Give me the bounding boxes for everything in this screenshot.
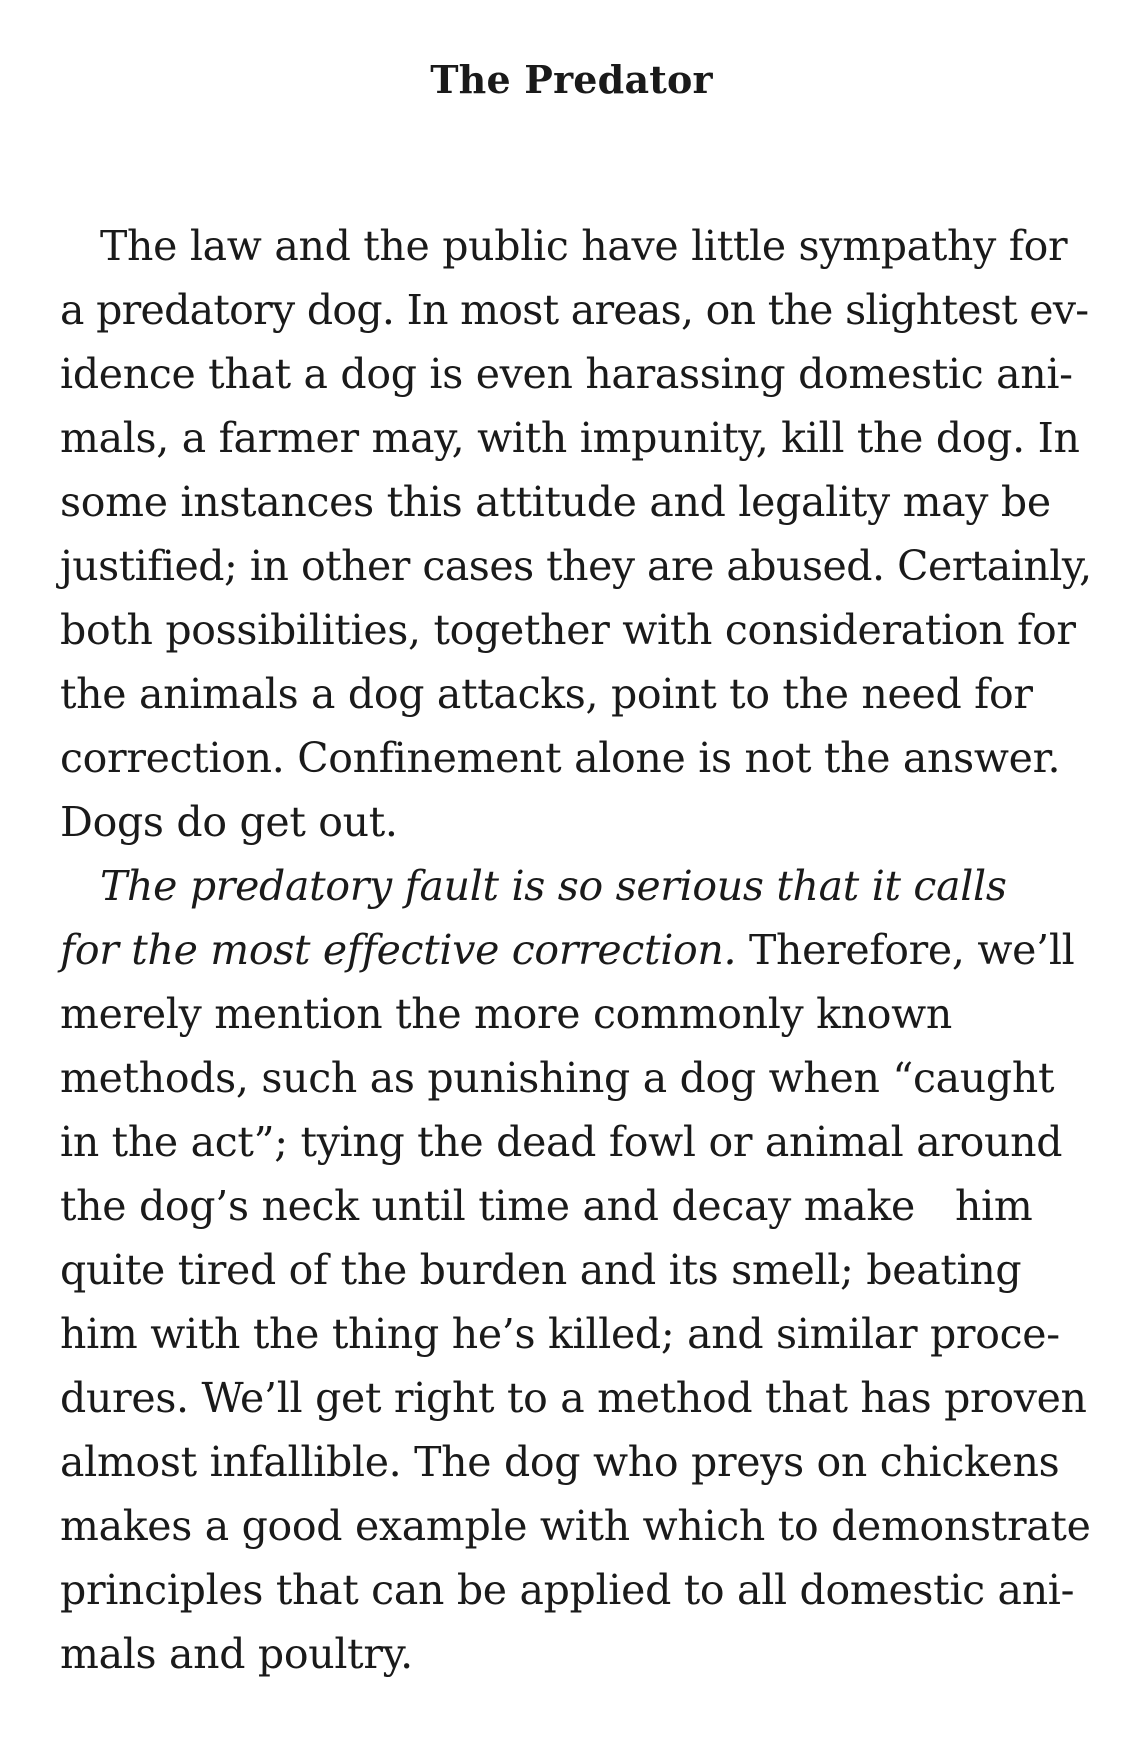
text-line: some instances this attitude and legality may be	[60, 478, 1051, 526]
text-line: Dogs do get out.	[60, 798, 398, 846]
text-line	[60, 1174, 1092, 1238]
text-segment: Therefore, we’ll	[736, 926, 1075, 974]
text-line: correction. Confinement alone is not the answer.	[60, 734, 1061, 782]
text-line	[60, 918, 1092, 982]
text-line: principles that can be applied to all domestic ani-	[60, 1566, 1075, 1614]
text-line	[60, 854, 1092, 918]
text-line: both possibilities, together with consideration for	[60, 606, 1076, 654]
text-line: mals, a farmer may, with impunity, kill the dog. In	[60, 414, 1080, 462]
text-line: a predatory dog. In most areas, on the slightest ev-	[60, 286, 1089, 334]
text-segment: him	[954, 1182, 1033, 1230]
text-line: dures. We’ll get right to a method that has proven	[60, 1374, 1087, 1422]
text-line: The law and the public have little sympathy for	[100, 222, 1068, 270]
text-line: methods, such as punishing a dog when “caught	[60, 1054, 1055, 1102]
text-line: quite tired of the burden and its smell; beating	[60, 1246, 1022, 1294]
italic-text: for the most effective correction.	[60, 926, 737, 974]
text-line: almost infallible. The dog who preys on chickens	[60, 1438, 1060, 1486]
text-segment: the dog’s neck until time and decay make	[60, 1182, 915, 1230]
text-line: makes a good example with which to demonstrate	[60, 1502, 1091, 1550]
text-line: the animals a dog attacks, point to the need for	[60, 670, 1033, 718]
text-line: idence that a dog is even harassing domestic ani-	[60, 350, 1073, 398]
body-text	[60, 214, 1092, 1686]
text-line: justified; in other cases they are abused. Certainly,	[60, 542, 1092, 590]
chapter-title: The Predator	[430, 57, 713, 102]
text-line: merely mention the more commonly known	[60, 990, 953, 1038]
italic-text: The predatory fault is so serious that it calls	[100, 862, 1007, 910]
text-line: in the act”; tying the dead fowl or animal around	[60, 1118, 1063, 1166]
text-line: mals and poultry.	[60, 1630, 413, 1678]
text-line: him with the thing he’s killed; and similar proce-	[60, 1310, 1060, 1358]
